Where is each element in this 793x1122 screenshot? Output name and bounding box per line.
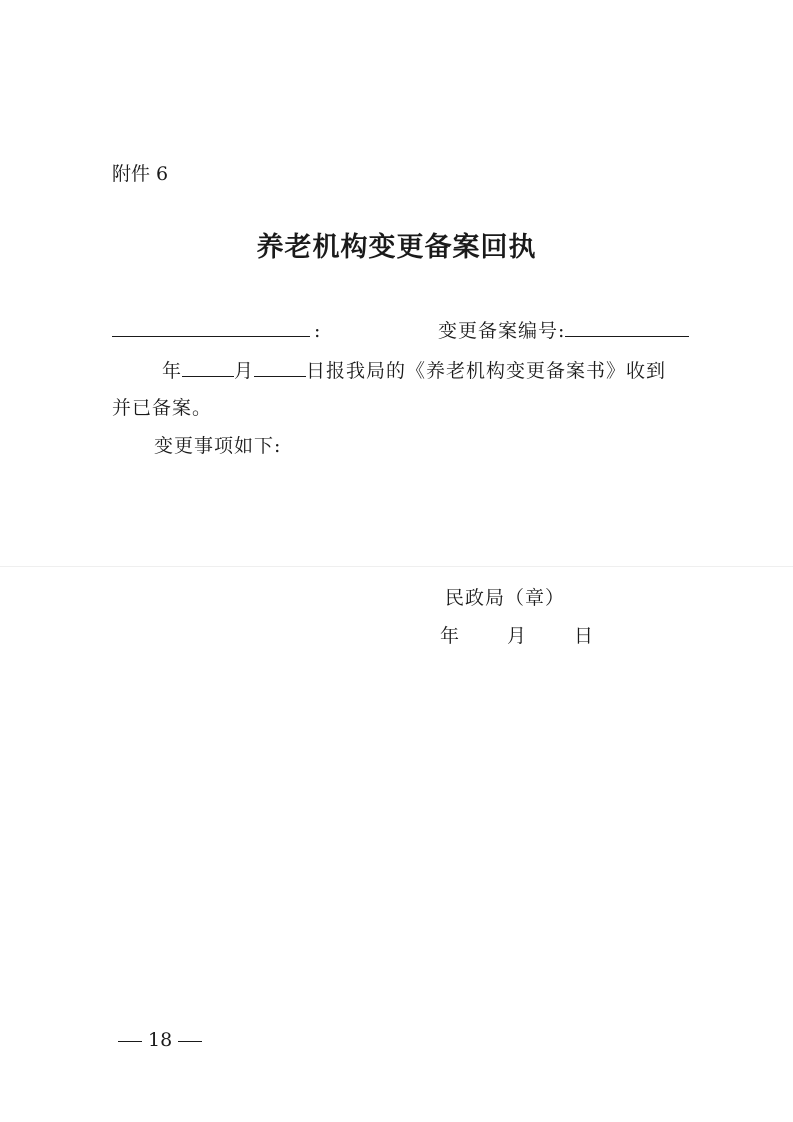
month-label: 月 bbox=[234, 360, 255, 382]
sig-year: 年 bbox=[440, 625, 460, 647]
record-number-line bbox=[438, 316, 689, 343]
day-blank[interactable] bbox=[254, 356, 306, 377]
signature-date bbox=[440, 624, 593, 648]
recipient-blank[interactable] bbox=[112, 316, 310, 337]
document-title: 养老机构变更备案回执 bbox=[256, 232, 537, 263]
body-text: 日报我局的《养老机构变更备案书》收到 bbox=[306, 360, 667, 382]
sig-month: 月 bbox=[507, 625, 527, 647]
recipient-colon: : bbox=[314, 320, 321, 342]
page-number bbox=[112, 1028, 208, 1052]
month-blank[interactable] bbox=[182, 356, 234, 377]
scan-fold-line bbox=[0, 566, 793, 567]
year-label: 年 bbox=[162, 360, 183, 382]
record-number-blank[interactable] bbox=[565, 316, 689, 337]
body-line-1 bbox=[162, 356, 666, 383]
body-line-2: 并已备案。 bbox=[112, 397, 213, 419]
recipient-line bbox=[112, 316, 320, 343]
sig-day: 日 bbox=[574, 625, 594, 647]
record-number-label: 变更备案编号: bbox=[438, 320, 566, 342]
attachment-label: 附件 6 bbox=[112, 163, 169, 185]
dash-left bbox=[118, 1041, 142, 1042]
changes-label: 变更事项如下: bbox=[154, 435, 282, 457]
dash-right bbox=[178, 1041, 202, 1042]
issuing-org: 民政局（章） bbox=[445, 587, 566, 609]
page-number-value: 18 bbox=[148, 1029, 173, 1051]
